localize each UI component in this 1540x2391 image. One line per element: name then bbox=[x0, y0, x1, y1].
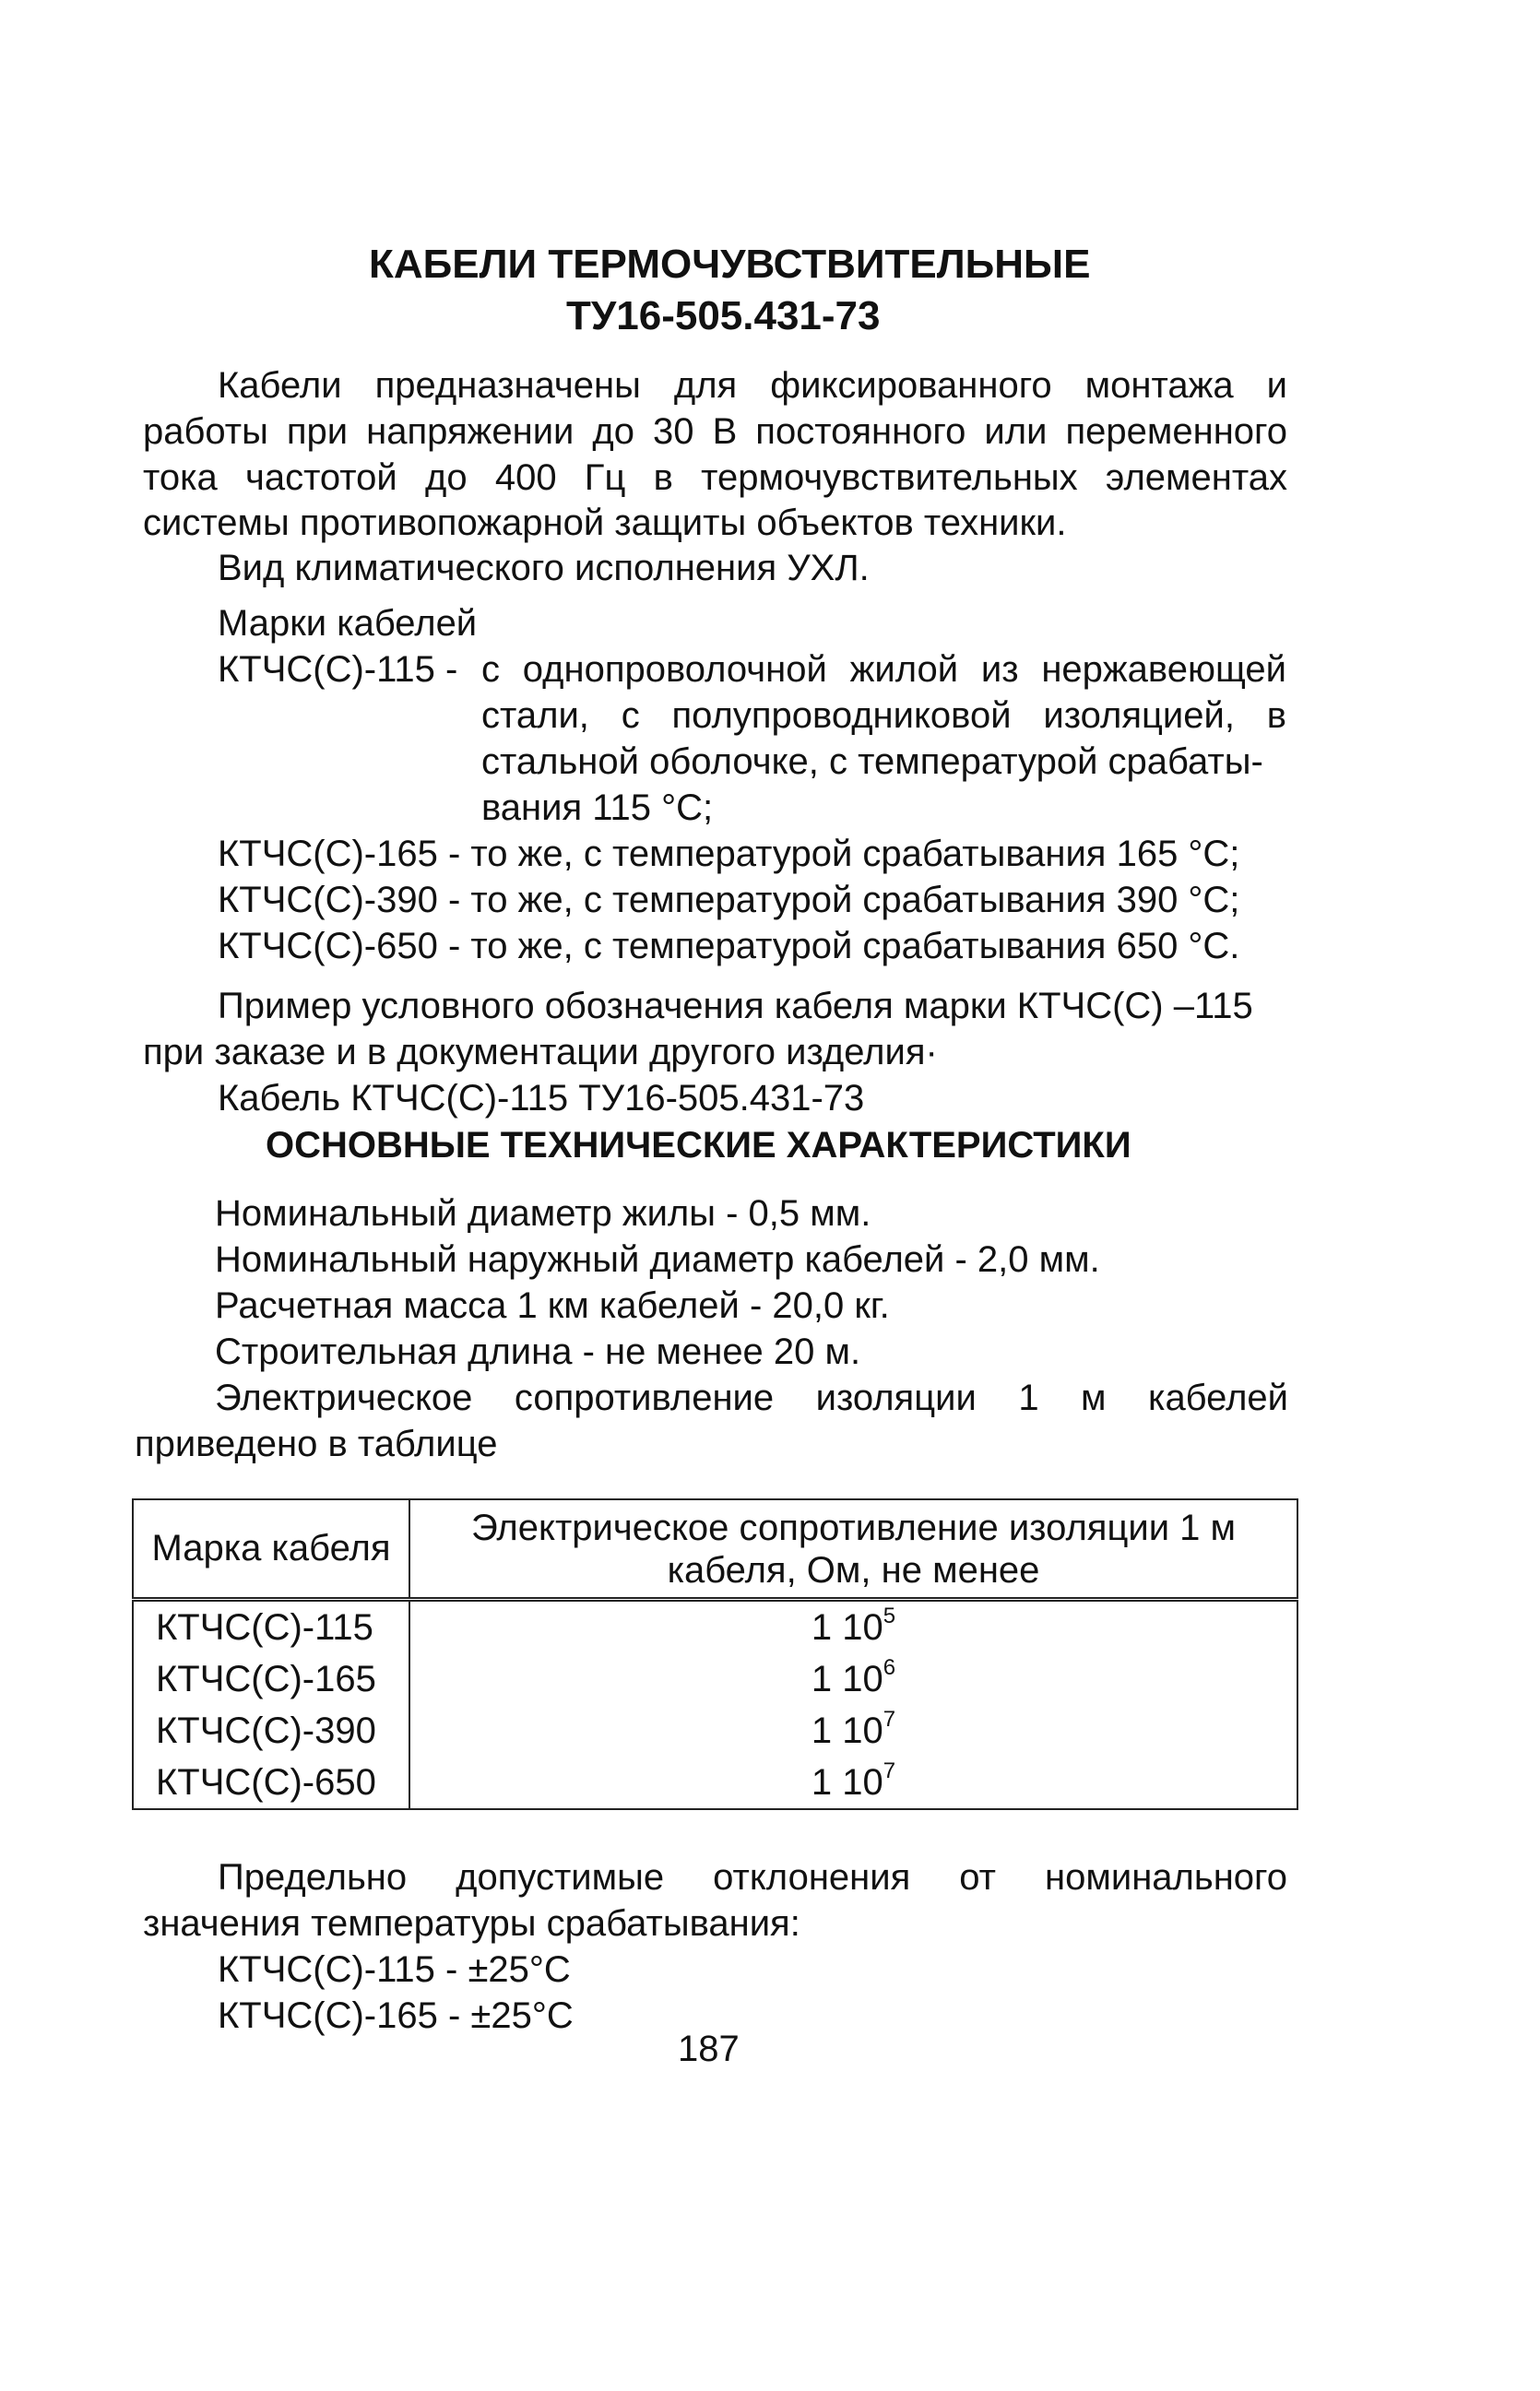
mark-650: КТЧС(С)-650 - то же, с температурой срабатывания 650 °С. bbox=[218, 926, 1240, 966]
mark-115-desc-4: вания 115 °С; bbox=[481, 787, 714, 828]
resistance-table bbox=[132, 1498, 1298, 1810]
title-line-2: ТУ16-505.431-73 bbox=[566, 293, 881, 338]
intro-line-4: системы противопожарной защиты объектов техники. bbox=[143, 503, 1067, 543]
table-cell-mark: КТЧС(С)-650 bbox=[133, 1757, 409, 1809]
example-line-1: Пример условного обозначения кабеля марки КТЧС(С) –115 bbox=[218, 986, 1253, 1026]
resistance-exponent: 7 bbox=[883, 1706, 896, 1732]
table-cell-resistance bbox=[409, 1757, 1297, 1809]
spec-line-1: Номинальный диаметр жилы - 0,5 мм. bbox=[215, 1193, 871, 1234]
mark-115-desc-1: с однопроволочной жилой из нержавеющей bbox=[481, 649, 1286, 690]
spec-line-4: Строительная длина - не менее 20 м. bbox=[215, 1332, 861, 1372]
deviation-115: КТЧС(С)-115 - ±25°С bbox=[218, 1949, 571, 1990]
mark-115-name: КТЧС(С)-115 - bbox=[218, 649, 458, 690]
page-number: 187 bbox=[678, 2029, 740, 2069]
resistance-exponent: 7 bbox=[883, 1758, 896, 1783]
resistance-exponent: 5 bbox=[883, 1603, 896, 1628]
table-header-mark: Марка кабеля bbox=[133, 1499, 409, 1600]
table-cell-resistance bbox=[409, 1600, 1297, 1654]
deviation-line-1: Предельно допустимые отклонения от номинального bbox=[218, 1857, 1287, 1898]
resistance-base: 1 10 bbox=[811, 1658, 883, 1699]
table-header-resistance bbox=[409, 1499, 1297, 1600]
example-line-2: при заказе и в документации другого изделия· bbox=[143, 1032, 938, 1072]
table-cell-mark: КТЧС(С)-165 bbox=[133, 1653, 409, 1705]
resistance-exponent: 6 bbox=[883, 1654, 896, 1680]
title-line-1: КАБЕЛИ ТЕРМОЧУВСТВИТЕЛЬНЫЕ bbox=[369, 242, 1091, 287]
spec-line-6: приведено в таблице bbox=[135, 1424, 498, 1464]
table-header-resistance-line-1: Электрическое сопротивление изоляции 1 м bbox=[470, 1507, 1237, 1548]
table-row bbox=[133, 1705, 1297, 1757]
example-line-3: Кабель КТЧС(С)-115 ТУ16-505.431-73 bbox=[218, 1078, 865, 1119]
resistance-base: 1 10 bbox=[811, 1710, 883, 1751]
mark-165: КТЧС(С)-165 - то же, с температурой срабатывания 165 °С; bbox=[218, 834, 1240, 874]
spec-line-3: Расчетная масса 1 км кабелей - 20,0 кг. bbox=[215, 1285, 890, 1326]
spec-line-2: Номинальный наружный диаметр кабелей - 2,0 мм. bbox=[215, 1239, 1100, 1280]
table-row bbox=[133, 1653, 1297, 1705]
mark-115-desc-3: стальной оболочке, с температурой срабаты- bbox=[481, 741, 1263, 782]
intro-line-3: тока частотой до 400 Гц в термочувствительных элементах bbox=[143, 457, 1287, 498]
spec-line-5: Электрическое сопротивление изоляции 1 м кабелей bbox=[215, 1378, 1288, 1418]
section-heading: ОСНОВНЫЕ ТЕХНИЧЕСКИЕ ХАРАКТЕРИСТИКИ bbox=[266, 1125, 1131, 1166]
marks-heading: Марки кабелей bbox=[218, 603, 478, 644]
table-cell-mark: КТЧС(С)-390 bbox=[133, 1705, 409, 1757]
intro-line-1: Кабели предназначены для фиксированного монтажа и bbox=[218, 365, 1287, 406]
table-cell-resistance bbox=[409, 1705, 1297, 1757]
table-row bbox=[133, 1600, 1297, 1654]
table-header-resistance-line-2: кабеля, Ом, не менее bbox=[667, 1549, 1040, 1591]
mark-115-desc-2: стали, с полупроводниковой изоляцией, в bbox=[481, 695, 1286, 736]
table-row bbox=[133, 1757, 1297, 1809]
intro-line-2: работы при напряжении до 30 В постоянного или переменного bbox=[143, 411, 1287, 452]
resistance-base: 1 10 bbox=[811, 1606, 883, 1648]
table-cell-mark: КТЧС(С)-115 bbox=[133, 1600, 409, 1654]
deviation-line-2: значения температуры срабатывания: bbox=[143, 1903, 800, 1944]
deviation-165: КТЧС(С)-165 - ±25°С bbox=[218, 1995, 574, 2036]
resistance-base: 1 10 bbox=[811, 1761, 883, 1803]
table-cell-resistance bbox=[409, 1653, 1297, 1705]
table-header-row bbox=[133, 1499, 1297, 1600]
mark-390: КТЧС(С)-390 - то же, с температурой срабатывания 390 °С; bbox=[218, 880, 1240, 920]
intro-line-5: Вид климатического исполнения УХЛ. bbox=[218, 548, 870, 588]
